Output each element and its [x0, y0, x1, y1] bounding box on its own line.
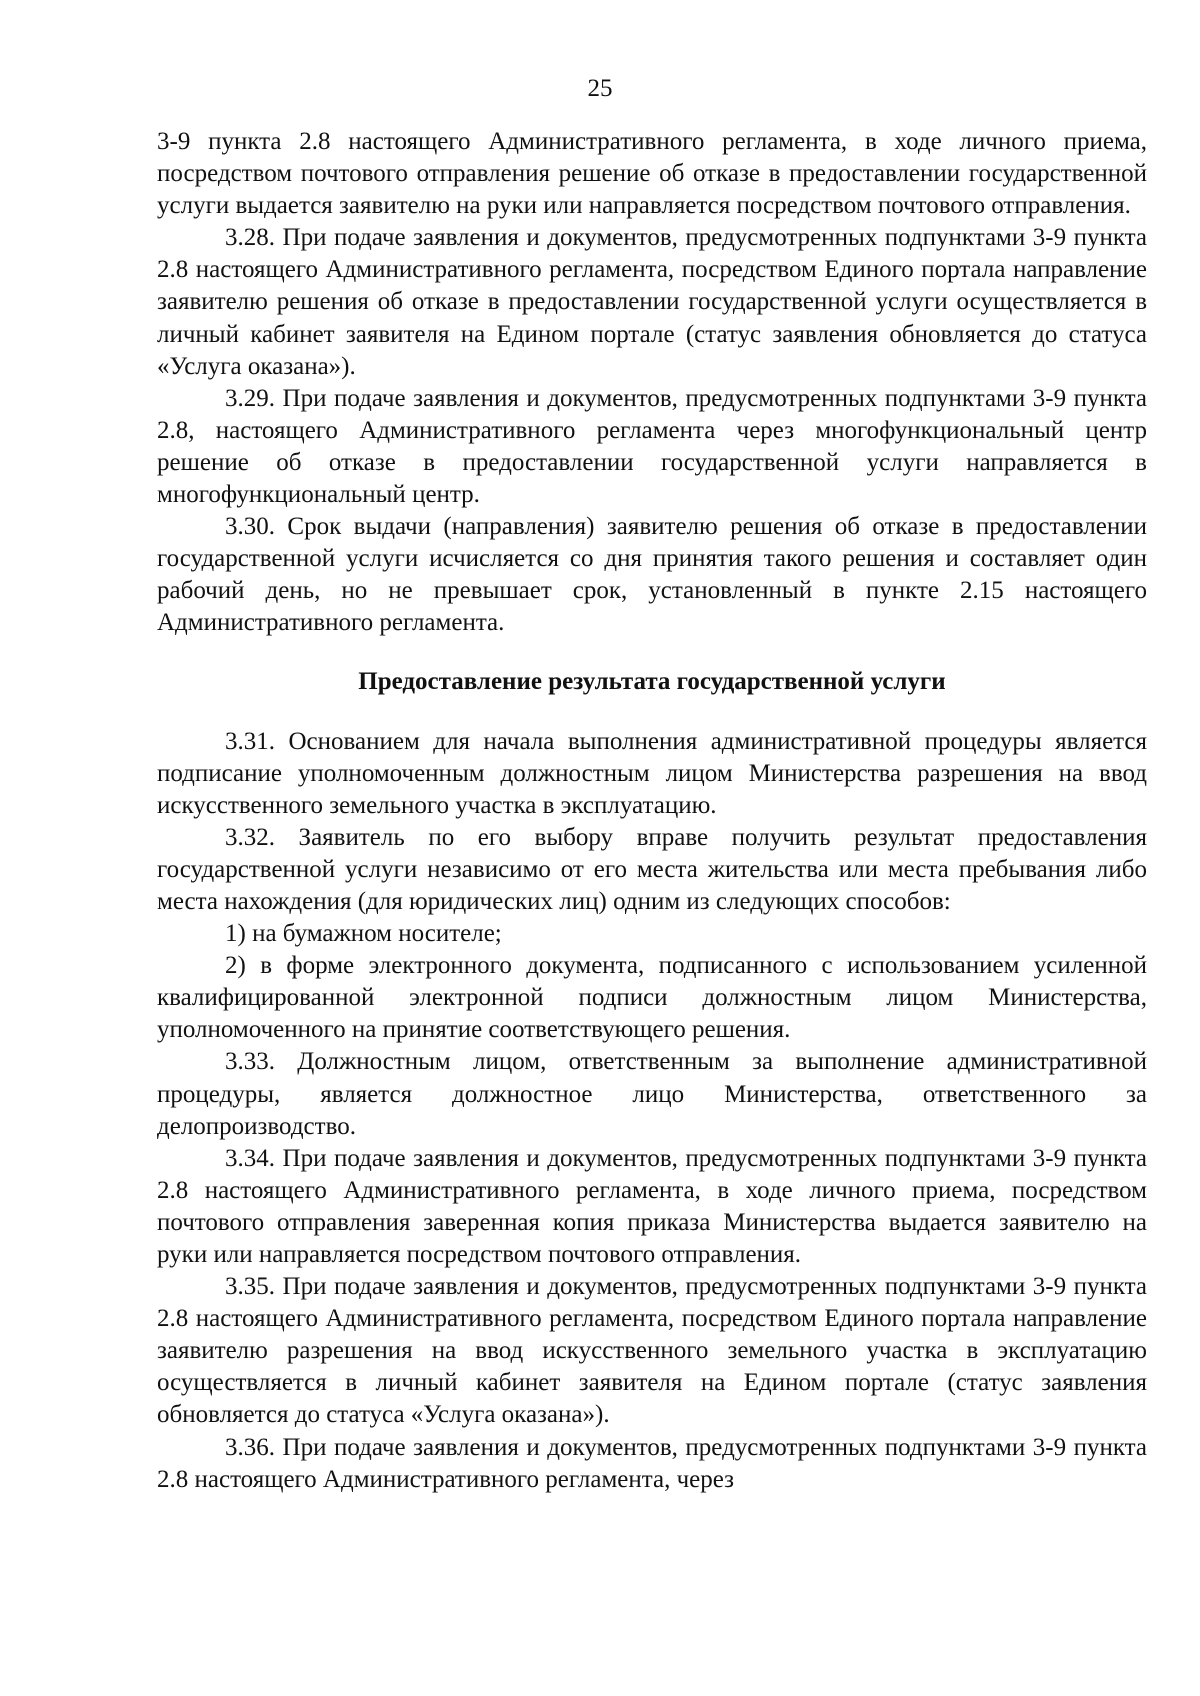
paragraph-3-34: 3.34. При подаче заявления и документов, предусмотренных подпунктами 3-9 пункта 2.8 настоящего Административного регламента, в ходе личного приема, посредством почтового отправления заверенная копия приказа Министерства выдается заявителю на руки или направляется посредством почтового отправления.: [157, 1144, 1147, 1268]
paragraph-3-36: 3.36. При подаче заявления и документов, предусмотренных подпунктами 3-9 пункта 2.8 настоящего Административного регламента, через: [157, 1433, 1147, 1493]
list-item-2: 2) в форме электронного документа, подписанного с использованием усиленной квалифицированной электронной подписи должностным лицом Министерства, уполномоченного на принятие соответствующего решения.: [157, 952, 1147, 1044]
paragraph-3-33: 3.33. Должностным лицом, ответственным за выполнение административной процедуры, является должностное лицо Министерства, ответственного за делопроизводство.: [157, 1048, 1147, 1140]
document-body: [157, 126, 1147, 1496]
paragraph-continuation: 3-9 пункта 2.8 настоящего Административного регламента, в ходе личного приема, посредством почтового отправления решение об отказе в предоставлении государственной услуги выдается заявителю на руки или направляется посредством почтового отправления.: [157, 128, 1147, 220]
paragraph-3-35: 3.35. При подаче заявления и документов, предусмотренных подпунктами 3-9 пункта 2.8 настоящего Административного регламента, посредством Единого портала направление заявителю разрешения на ввод искусственного земельного участка в эксплуатацию осуществляется в личный кабинет заявителя на Едином портале (статус заявления обновляется до статуса «Услуга оказана»).: [157, 1273, 1147, 1429]
paragraph-3-30: 3.30. Срок выдачи (направления) заявителю решения об отказе в предоставлении государственной услуги исчисляется со дня принятия такого решения и составляет один рабочий день, но не превышает срок, установленный в пункте 2.15 настоящего Административного регламента.: [157, 513, 1147, 637]
section-heading: Предоставление результата государственной услуги: [358, 667, 946, 695]
page-number: 25: [587, 75, 613, 102]
paragraph-3-28: 3.28. При подаче заявления и документов, предусмотренных подпунктами 3-9 пункта 2.8 настоящего Административного регламента, посредством Единого портала направление заявителю решения об отказе в предоставлении государственной услуги осуществляется в личный кабинет заявителя на Едином портале (статус заявления обновляется до статуса «Услуга оказана»).: [157, 224, 1147, 380]
paragraph-3-32: 3.32. Заявитель по его выбору вправе получить результат предоставления государственной услуги независимо от его места жительства или места пребывания либо места нахождения (для юридических лиц) одним из следующих способов:: [157, 823, 1147, 915]
paragraph-3-29: 3.29. При подаче заявления и документов, предусмотренных подпунктами 3-9 пункта 2.8, настоящего Административного регламента через многофункциональный центр решение об отказе в предоставлении государственной услуги направляется в многофункциональный центр.: [157, 384, 1147, 509]
list-item-1: 1) на бумажном носителе;: [225, 920, 502, 948]
paragraph-3-31: 3.31. Основанием для начала выполнения административной процедуры является подписание уполномоченным должностным лицом Министерства разрешения на ввод искусственного земельного участка в эксплуатацию.: [157, 727, 1147, 819]
